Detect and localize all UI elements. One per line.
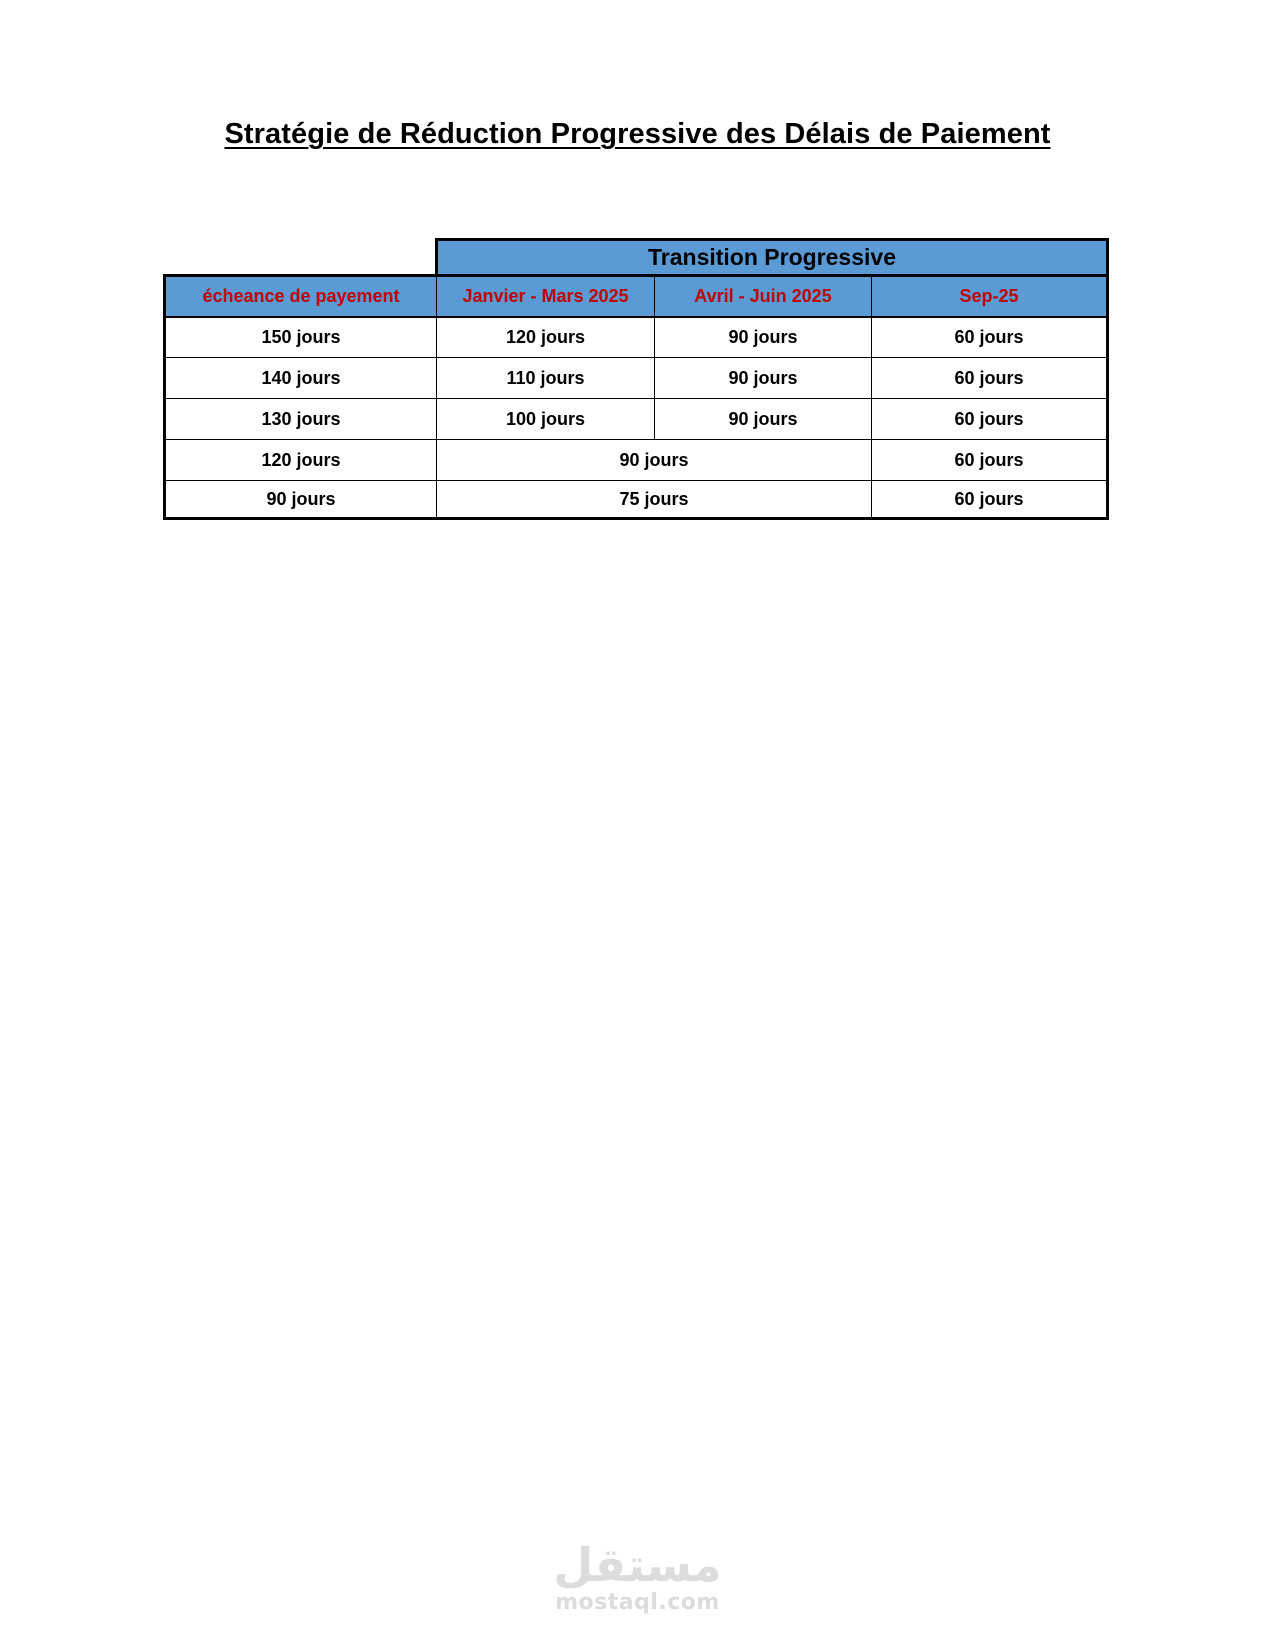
table-row — [165, 399, 1108, 440]
document-title: Stratégie de Réduction Progressive des Délais de Paiement — [224, 118, 1051, 150]
table-cell: 90 jours — [655, 317, 872, 358]
table-row — [165, 481, 1108, 519]
table-row — [165, 317, 1108, 358]
watermark — [0, 1540, 1275, 1616]
group-header-row — [165, 240, 1108, 276]
table-cell: 90 jours — [165, 481, 437, 519]
table-cell: 130 jours — [165, 399, 437, 440]
column-header-due-term: écheance de payement — [165, 276, 437, 317]
table-cell: 60 jours — [872, 481, 1108, 519]
table-cell: 60 jours — [872, 358, 1108, 399]
table-cell: 120 jours — [437, 317, 655, 358]
blank-corner-cell — [165, 240, 437, 276]
table-cell: 120 jours — [165, 440, 437, 481]
watermark-url: mostaql.com — [555, 1590, 720, 1615]
table-cell: 90 jours — [655, 399, 872, 440]
watermark-logo: مستقل — [553, 1538, 722, 1592]
column-header-jan-mar-2025: Janvier - Mars 2025 — [437, 276, 655, 317]
table-cell: 140 jours — [165, 358, 437, 399]
table-cell-merged: 90 jours — [437, 440, 872, 481]
table-row — [165, 440, 1108, 481]
table-cell: 90 jours — [655, 358, 872, 399]
table-cell: 60 jours — [872, 317, 1108, 358]
table-cell: 110 jours — [437, 358, 655, 399]
table-cell: 60 jours — [872, 399, 1108, 440]
column-header-apr-jun-2025: Avril - Juin 2025 — [655, 276, 872, 317]
payment-schedule-table — [163, 238, 1109, 520]
table-cell: 150 jours — [165, 317, 437, 358]
column-header-sep-25: Sep-25 — [872, 276, 1108, 317]
table-row — [165, 358, 1108, 399]
transition-group-header: Transition Progressive — [437, 240, 1108, 276]
table-cell-merged: 75 jours — [437, 481, 872, 519]
table-cell: 60 jours — [872, 440, 1108, 481]
column-header-row — [165, 276, 1108, 317]
table-cell: 100 jours — [437, 399, 655, 440]
